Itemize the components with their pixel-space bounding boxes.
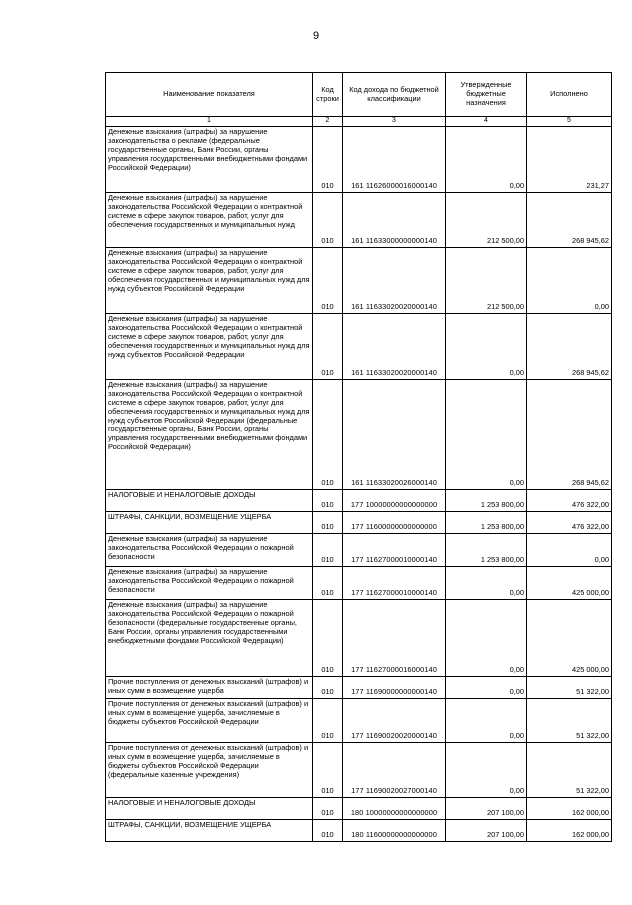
indicator-name: Прочие поступления от денежных взысканий (штрафов) и иных сумм в возмещение ущерба — [106, 677, 313, 699]
approved-amount: 0,00 — [446, 699, 527, 743]
executed-amount: 162 000,00 — [527, 798, 612, 820]
approved-amount: 0,00 — [446, 127, 527, 193]
column-number: 1 — [106, 117, 313, 127]
executed-amount: 268 945,62 — [527, 314, 612, 380]
line-code: 010 — [313, 534, 343, 567]
executed-amount: 425 000,00 — [527, 567, 612, 600]
table-row — [106, 380, 612, 490]
table-row — [106, 512, 612, 534]
approved-amount: 0,00 — [446, 600, 527, 677]
line-code: 010 — [313, 820, 343, 842]
income-code: 180 10000000000000000 — [343, 798, 446, 820]
income-code: 161 11626000016000140 — [343, 127, 446, 193]
line-code: 010 — [313, 127, 343, 193]
income-code: 177 11627000010000140 — [343, 567, 446, 600]
table-row — [106, 798, 612, 820]
executed-amount: 162 000,00 — [527, 820, 612, 842]
approved-amount: 0,00 — [446, 314, 527, 380]
executed-amount: 0,00 — [527, 248, 612, 314]
executed-amount: 268 945,62 — [527, 380, 612, 490]
page-number: 9 — [312, 30, 320, 42]
table-row — [106, 820, 612, 842]
indicator-name: ШТРАФЫ, САНКЦИИ, ВОЗМЕЩЕНИЕ УЩЕРБА — [106, 512, 313, 534]
table-row — [106, 699, 612, 743]
approved-amount: 0,00 — [446, 380, 527, 490]
income-code: 161 11633020020000140 — [343, 314, 446, 380]
revenue-report-table — [105, 72, 612, 842]
table-row — [106, 677, 612, 699]
indicator-name: НАЛОГОВЫЕ И НЕНАЛОГОВЫЕ ДОХОДЫ — [106, 798, 313, 820]
indicator-name: НАЛОГОВЫЕ И НЕНАЛОГОВЫЕ ДОХОДЫ — [106, 490, 313, 512]
table-row — [106, 743, 612, 798]
income-code: 161 11633020020000140 — [343, 248, 446, 314]
column-number: 4 — [446, 117, 527, 127]
line-code: 010 — [313, 248, 343, 314]
table-row — [106, 127, 612, 193]
income-code: 177 11690020027000140 — [343, 743, 446, 798]
indicator-name: Денежные взыскания (штрафы) за нарушение законодательства Российской Федерации о пожарной безопасности (федеральные государственные органы, Банк России, органы управления государственными внебюджетными фондами Российской Федерации) — [106, 600, 313, 677]
column-header-approved: Утвержденные бюджетные назначения — [446, 73, 527, 117]
approved-amount: 0,00 — [446, 677, 527, 699]
approved-amount: 1 253 800,00 — [446, 490, 527, 512]
executed-amount: 51 322,00 — [527, 743, 612, 798]
executed-amount: 476 322,00 — [527, 512, 612, 534]
executed-amount: 51 322,00 — [527, 677, 612, 699]
indicator-name: Денежные взыскания (штрафы) за нарушение законодательства о рекламе (федеральные государственные органы, Банк России, органы управления государственными внебюджетными фондами Российской Федерации) — [106, 127, 313, 193]
indicator-name: Денежные взыскания (штрафы) за нарушение законодательства Российской Федерации о контрактной системе в сфере закупок товаров, работ, услуг для обеспечения государственных и муниципальных нужд для нужд субъектов Российской Федерации — [106, 314, 313, 380]
executed-amount: 0,00 — [527, 534, 612, 567]
table-row — [106, 314, 612, 380]
indicator-name: Денежные взыскания (штрафы) за нарушение законодательства Российской Федерации о пожарной безопасности — [106, 534, 313, 567]
line-code: 010 — [313, 798, 343, 820]
column-number: 5 — [527, 117, 612, 127]
line-code: 010 — [313, 699, 343, 743]
approved-amount: 212 500,00 — [446, 248, 527, 314]
approved-amount: 0,00 — [446, 567, 527, 600]
approved-amount: 207 100,00 — [446, 820, 527, 842]
header-row — [106, 73, 612, 117]
line-code: 010 — [313, 193, 343, 248]
executed-amount: 51 322,00 — [527, 699, 612, 743]
indicator-name: Денежные взыскания (штрафы) за нарушение законодательства Российской Федерации о пожарной безопасности — [106, 567, 313, 600]
income-code: 177 11690020020000140 — [343, 699, 446, 743]
column-header-income-code: Код дохода по бюджетной классификации — [343, 73, 446, 117]
executed-amount: 231,27 — [527, 127, 612, 193]
line-code: 010 — [313, 743, 343, 798]
indicator-name: Прочие поступления от денежных взысканий (штрафов) и иных сумм в возмещение ущерба, зачисляемые в бюджеты субъектов Российской Федерации — [106, 699, 313, 743]
line-code: 010 — [313, 314, 343, 380]
column-header-line-code: Код строки — [313, 73, 343, 117]
table-row — [106, 600, 612, 677]
income-code: 161 11633020026000140 — [343, 380, 446, 490]
executed-amount: 425 000,00 — [527, 600, 612, 677]
line-code: 010 — [313, 677, 343, 699]
column-number: 2 — [313, 117, 343, 127]
column-number-row — [106, 117, 612, 127]
approved-amount: 212 500,00 — [446, 193, 527, 248]
approved-amount: 1 253 800,00 — [446, 512, 527, 534]
column-header-name: Наименование показателя — [106, 73, 313, 117]
indicator-name: ШТРАФЫ, САНКЦИИ, ВОЗМЕЩЕНИЕ УЩЕРБА — [106, 820, 313, 842]
line-code: 010 — [313, 512, 343, 534]
income-code: 177 11600000000000000 — [343, 512, 446, 534]
executed-amount: 268 945,62 — [527, 193, 612, 248]
table-row — [106, 567, 612, 600]
income-code: 177 10000000000000000 — [343, 490, 446, 512]
indicator-name: Денежные взыскания (штрафы) за нарушение законодательства Российской Федерации о контрактной системе в сфере закупок товаров, работ, услуг для обеспечения государственных и муниципальных нужд для нужд субъектов Российской Федерации (федеральные государственные органы, Банк России, органы управления государственными внебюджетными фондами Российской Федерации) — [106, 380, 313, 490]
table-row — [106, 534, 612, 567]
income-code: 180 11600000000000000 — [343, 820, 446, 842]
indicator-name: Прочие поступления от денежных взысканий (штрафов) и иных сумм в возмещение ущерба, зачисляемые в бюджеты субъектов Российской Федерации (федеральные казенные учреждения) — [106, 743, 313, 798]
approved-amount: 1 253 800,00 — [446, 534, 527, 567]
line-code: 010 — [313, 600, 343, 677]
approved-amount: 207 100,00 — [446, 798, 527, 820]
executed-amount: 476 322,00 — [527, 490, 612, 512]
table-row — [106, 490, 612, 512]
column-header-executed: Исполнено — [527, 73, 612, 117]
income-code: 161 11633000000000140 — [343, 193, 446, 248]
income-code: 177 11690000000000140 — [343, 677, 446, 699]
income-code: 177 11627000016000140 — [343, 600, 446, 677]
line-code: 010 — [313, 380, 343, 490]
line-code: 010 — [313, 490, 343, 512]
income-code: 177 11627000010000140 — [343, 534, 446, 567]
table-row — [106, 193, 612, 248]
table-row — [106, 248, 612, 314]
column-number: 3 — [343, 117, 446, 127]
indicator-name: Денежные взыскания (штрафы) за нарушение законодательства Российской Федерации о контрактной системе в сфере закупок товаров, работ, услуг для обеспечения государственных и муниципальных нужд для нужд субъектов Российской Федерации — [106, 248, 313, 314]
approved-amount: 0,00 — [446, 743, 527, 798]
indicator-name: Денежные взыскания (штрафы) за нарушение законодательства Российской Федерации о контрактной системе в сфере закупок товаров, работ, услуг для обеспечения государственных и муниципальных нужд — [106, 193, 313, 248]
line-code: 010 — [313, 567, 343, 600]
